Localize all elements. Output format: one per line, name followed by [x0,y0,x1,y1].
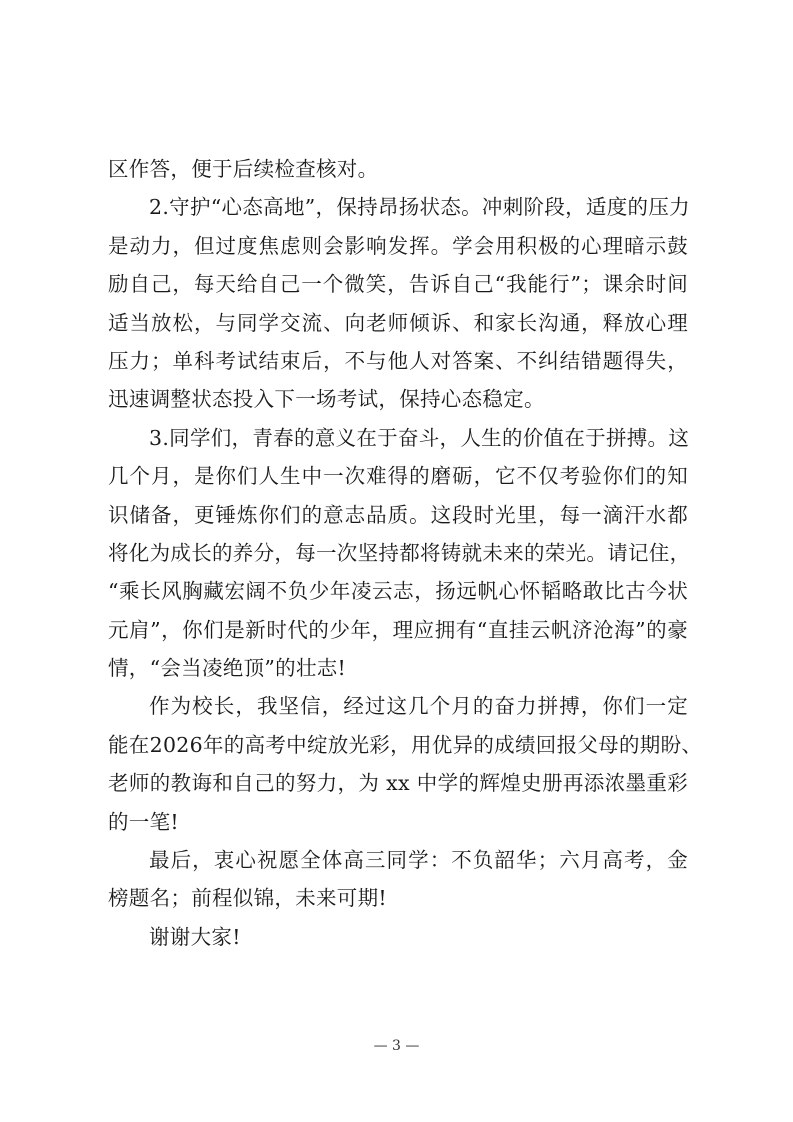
text-line: 迅速调整状态投入下一场考试，保持心态稳定。 [108,387,545,412]
text-line: 将化为成长的养分，每一次坚持都将铸就未来的荣光。请记住， [108,540,691,565]
text-line: 几个月，是你们人生中一次难得的磨砺，它不仅考验你们的知 [108,464,688,489]
page-number: — 3 — [373,1038,420,1054]
text-line: 作为校长，我坚信，经过这几个月的奋力拼搏，你们一定 [149,694,688,719]
text-line: “乘长风胸藏宏阔不负少年凌云志，扬远帆心怀韬略敢比古今状 [108,579,688,604]
text-line: 能在2026年的高考中绽放光彩，用优异的成绩回报父母的期盼、 [108,732,703,757]
text-line: 压力；单科考试结束后，不与他人对答案、不纠结错题得失， [108,348,688,373]
text-line: 识储备，更锤炼你们的意志品质。这段时光里，每一滴汗水都 [108,502,688,527]
text-line: 3.同学们，青春的意义在于奋斗，人生的价值在于拼搏。这 [149,425,690,450]
text-line: 谢谢大家! [149,924,241,949]
text-line: 是动力，但过度焦虑则会影响发挥。学会用积极的心理暗示鼓 [108,233,688,258]
text-line: 情，“会当凌绝顶”的壮志! [108,656,347,681]
text-line: 2.守护“心态高地”，保持昂扬状态。冲刺阶段，适度的压力 [149,195,690,220]
text-line: 老师的教诲和自己的努力，为 xx 中学的辉煌史册再添浓墨重彩 [108,771,688,796]
text-line: 励自己，每天给自己一个微笑，告诉自己“我能行”；课余时间 [108,272,688,297]
text-line: 最后，衷心祝愿全体高三同学：不负韶华；六月高考，金 [149,848,688,873]
text-line: 的一笔! [108,809,179,834]
text-line: 区作答，便于后续检查核对。 [108,157,379,181]
text-line: 榜题名；前程似锦，未来可期! [108,886,387,911]
text-line: 元肩”，你们是新时代的少年，理应拥有“直挂云帆济沧海”的豪 [108,617,688,642]
speech-body [108,150,703,956]
text-line: 适当放松，与同学交流、向老师倾诉、和家长沟通，释放心理 [108,310,688,335]
